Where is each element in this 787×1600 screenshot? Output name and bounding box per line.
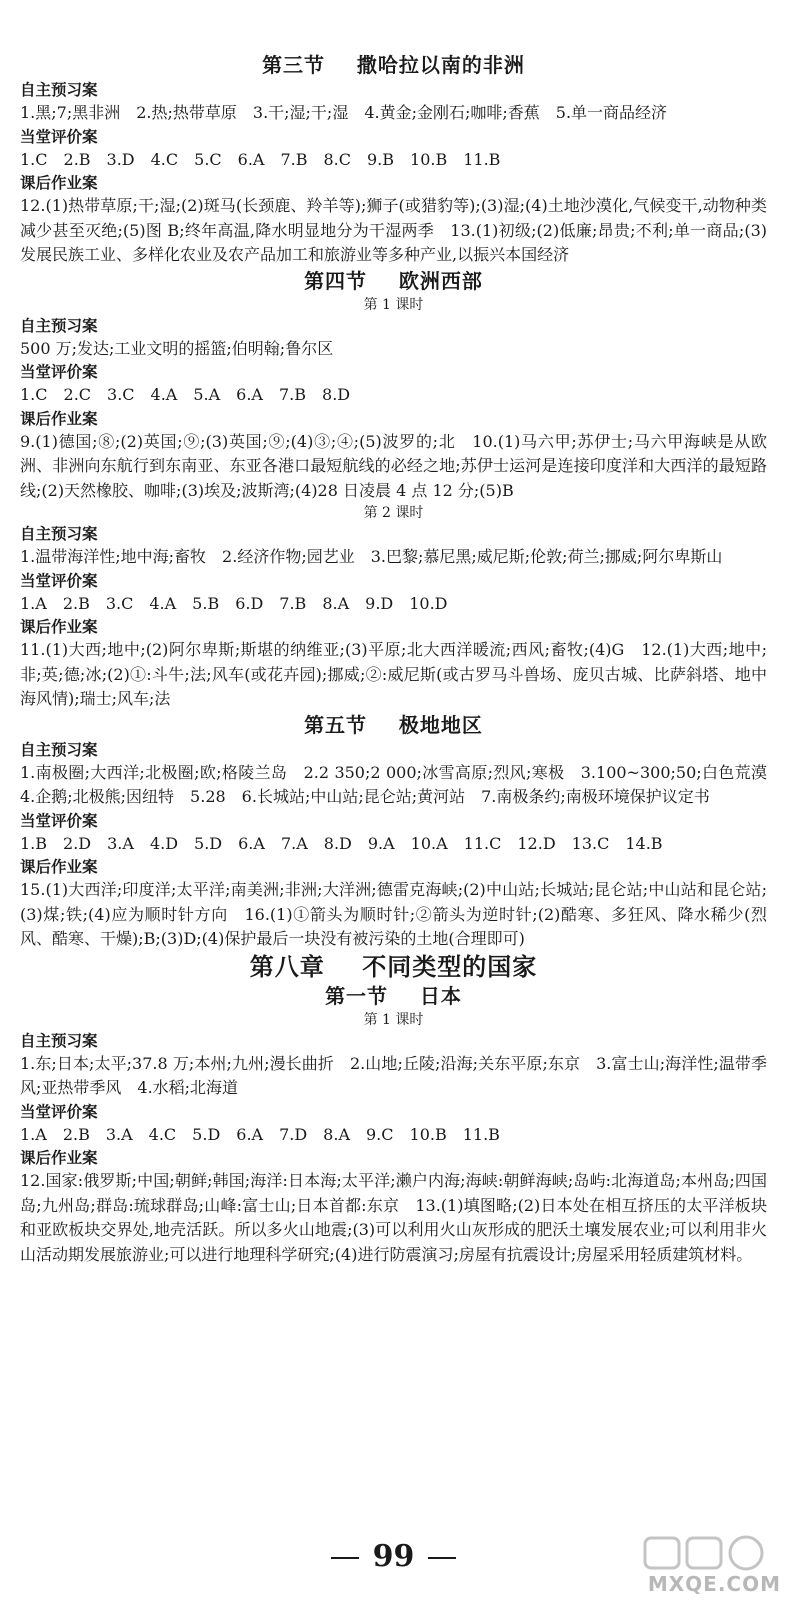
chapter-heading-number: 第八章 <box>249 952 325 981</box>
page-number-dash-left <box>331 1557 359 1559</box>
answer-text: 12.国家:俄罗斯;中国;朝鲜;韩国;海洋:日本海;太平洋;濑户内海;海峡:朝鲜海峡;岛屿:北海道岛;本州岛;四国岛;九州岛;群岛:琉球群岛;山峰:富士山;日本首都:东京 13.(1)填图略;(2)日本处在相互挤压的太平洋板块和亚欧板块交界处,地壳活跃。所以多火山地震;(3)可以利用火山灰形成的肥沃土壤发展农业;可以利用非火山活动期发展旅游业;可以进行地理科学研究;(4)进行防震演习;房屋有抗震设计;房屋采用轻质建筑材料。 <box>20 1171 767 1264</box>
section-heading-title: 日本 <box>419 983 462 1008</box>
category-label: 当堂评价案 <box>20 1102 98 1121</box>
page-number-dash-right <box>428 1557 456 1559</box>
category-label: 自主预习案 <box>20 740 98 759</box>
section-heading-number: 第一节 <box>325 983 389 1008</box>
category-label: 自主预习案 <box>20 1031 98 1050</box>
category-label: 课后作业案 <box>20 858 98 876</box>
section-heading <box>20 712 767 739</box>
category-label: 课后作业案 <box>20 1149 98 1167</box>
page-number-text: 99 <box>372 1539 415 1574</box>
lesson-label: 第 1 课时 <box>363 296 424 313</box>
category-label: 当堂评价案 <box>20 127 98 146</box>
answer-text: 1.东;日本;太平;37.8 万;本州;九州;漫长曲折 2.山地;丘陵;沿海;关东平原;东京 3.富士山;海洋性;温带季风;亚热带季风 4.水稻;北海道 <box>20 1053 767 1097</box>
section-heading <box>20 268 767 295</box>
answer-text: 1.南极圈;大西洋;北极圈;欧;格陵兰岛 2.2 350;2 000;冰雪高原;烈风;寒极 3.100~300;50;白色荒漠 4.企鹅;北极熊;因纽特 5.28 6.长城站;中山站;昆仑站;黄河站 7.南极条约;南极环境保护议定书 <box>20 762 784 806</box>
answer-text: 1.温带海洋性;地中海;畜牧 2.经济作物;园艺业 3.巴黎;慕尼黑;威尼斯;伦敦;荷兰;挪威;阿尔卑斯山 <box>20 547 723 566</box>
category-label: 当堂评价案 <box>20 363 98 381</box>
section-heading <box>20 52 767 79</box>
section-heading-number: 第五节 <box>304 712 368 737</box>
category-label: 课后作业案 <box>20 409 98 428</box>
section-heading <box>20 983 767 1010</box>
watermark-domain: MXQE.COM <box>647 1572 781 1596</box>
section-heading-number: 第三节 <box>262 53 326 77</box>
category-label: 当堂评价案 <box>20 811 98 830</box>
answer-text: 1.A 2.B 3.A 4.C 5.D 6.A 7.D 8.A 9.C 10.B 11.B <box>20 1124 500 1144</box>
category-label: 当堂评价案 <box>20 571 98 590</box>
answer-text: 12.(1)热带草原;干;湿;(2)斑马(长颈鹿、羚羊等);狮子(或猎豹等);(3)湿;(4)土地沙漠化,气候变干,动物种类减少甚至灭绝;(5)图 B;终年高温,降水明显地分为干湿两季 13.(1)初级;(2)低廉;昂贵;不利;单一商品;(3)发展民族工业、多样化农业及农产品加工和旅游业等多种产业,以振兴本国经济 <box>20 196 767 264</box>
category-label: 课后作业案 <box>20 174 98 192</box>
answer-text: 1.A 2.B 3.C 4.A 5.B 6.D 7.B 8.A 9.D 10.D <box>20 593 448 613</box>
answer-text: 9.(1)德国;⑧;(2)英国;⑨;(3)英国;⑨;(4)③;④;(5)波罗的;北 10.(1)马六甲;苏伊士;马六甲海峡是从欧洲、非洲向东航行到东南亚、东亚各港口最短航线的必经之地;苏伊士运河是连接印度洋和大西洋的最短路线;(2)天然橡胶、咖啡;(3)埃及;波斯湾;(4)28 日凌晨 4 点 12 分;(5)B <box>20 431 767 500</box>
section-heading-title: 撒哈拉以南的非洲 <box>356 53 525 77</box>
section-heading-number: 第四节 <box>304 268 368 293</box>
answer-text: 1.B 2.D 3.A 4.D 5.D 6.A 7.A 8.D 9.A 10.A 11.C 12.D 13.C 14.B <box>20 833 663 853</box>
category-label: 自主预习案 <box>20 525 98 543</box>
chapter-heading <box>20 952 767 983</box>
answer-content <box>20 52 784 1267</box>
chapter-heading-title: 不同类型的国家 <box>362 952 538 981</box>
answer-text: 1.黑;7;黑非洲 2.热;热带草原 3.干;湿;干;湿 4.黄金;金刚石;咖啡;香蕉 5.单一商品经济 <box>20 103 668 122</box>
answer-text: 500 万;发达;工业文明的摇篮;伯明翰;鲁尔区 <box>20 338 334 358</box>
lesson-label: 第 1 课时 <box>363 1011 424 1028</box>
category-label: 自主预习案 <box>20 316 98 335</box>
answer-text: 15.(1)大西洋;印度洋;太平洋;南美洲;非洲;大洋洲;德雷克海峡;(2)中山站;长城站;昆仑站;中山站和昆仑站;(3)煤;铁;(4)应为顺时针方向 16.(1)①箭头为顺时针;②箭头为逆时针;(2)酷寒、多狂风、降水稀少(烈风、酷寒、干燥);B;(3)D;(4)保护最后一块没有被污染的土地(合理即可) <box>20 880 767 948</box>
answer-text: 1.C 2.C 3.C 4.A 5.A 6.A 7.B 8.D <box>20 385 351 404</box>
section-heading-title: 欧洲西部 <box>398 268 483 293</box>
answer-text: 11.(1)大西;地中;(2)阿尔卑斯;斯堪的纳维亚;(3)平原;北大西洋暖流;西风;畜牧;(4)G 12.(1)大西;地中;非;英;德;冰;(2)①:斗牛;法;风车(或花卉园);挪威;②:威尼斯(或古罗马斗兽场、庞贝古城、比萨斜塔、地中海风情);瑞士;风车;法 <box>20 640 767 708</box>
lesson-label: 第 2 课时 <box>363 505 424 521</box>
watermark <box>631 1534 781 1596</box>
category-label: 自主预习案 <box>20 81 98 99</box>
category-label: 课后作业案 <box>20 618 98 636</box>
answer-text: 1.C 2.B 3.D 4.C 5.C 6.A 7.B 8.C 9.B 10.B 11.B <box>20 149 501 169</box>
section-heading-title: 极地地区 <box>398 712 483 737</box>
